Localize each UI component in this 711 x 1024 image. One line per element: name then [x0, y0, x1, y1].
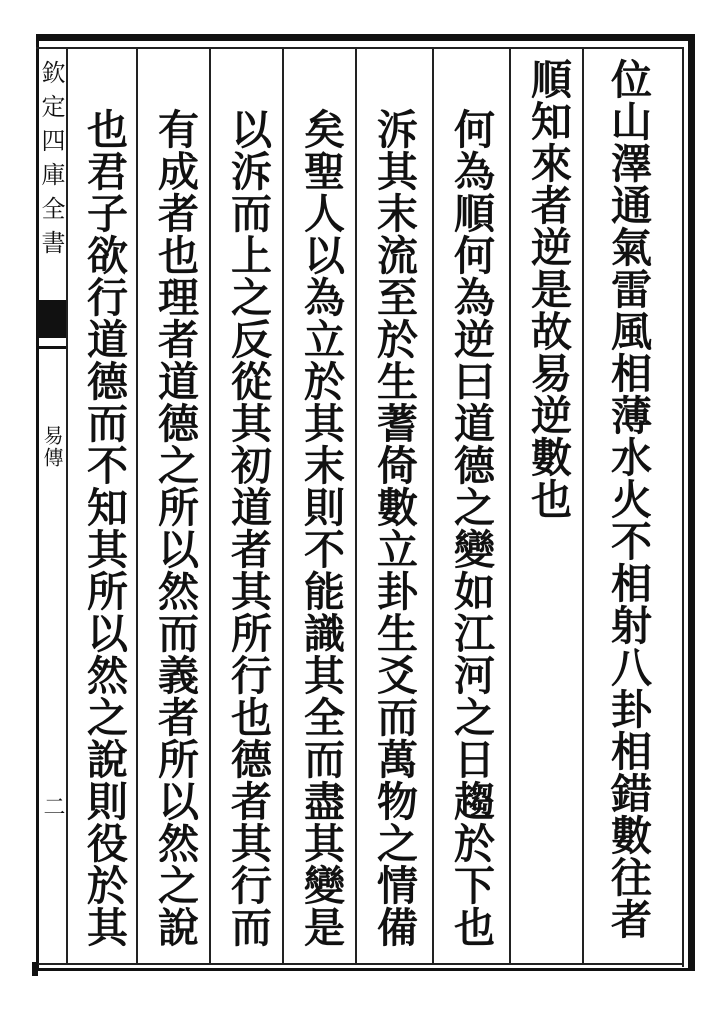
- column-rule: [66, 49, 68, 965]
- margin-page-number: 二: [40, 795, 65, 817]
- fish-tail-marker: [36, 300, 66, 338]
- column-rule: [355, 49, 357, 965]
- text-column-1: 位山澤通氣雷風相薄水火不相射八卦相錯數往者: [604, 58, 652, 940]
- text-column-6: 以泝而上之反從其初道者其所行也德者其行而: [224, 108, 272, 948]
- frame-border-top: [36, 34, 695, 41]
- inner-border-right: [682, 47, 684, 967]
- bottom-corner-mark: [32, 962, 38, 976]
- column-rule: [209, 49, 211, 965]
- fish-tail-line: [36, 346, 66, 349]
- column-rule: [582, 49, 584, 965]
- inner-border-bottom: [36, 963, 684, 965]
- text-column-3: 何為順何為逆曰道德之變如江河之日趨於下也: [447, 108, 495, 948]
- text-column-5: 矣聖人以為立於其末則不能識其全而盡其變是: [297, 108, 345, 948]
- text-column-2: 順知來者逆是故易逆數也: [524, 58, 572, 520]
- margin-chapter-title: 易傳: [40, 425, 64, 469]
- column-rule: [509, 49, 511, 965]
- column-rule: [136, 49, 138, 965]
- text-column-4: 泝其末流至於生蓍倚數立卦生爻而萬物之情備: [370, 108, 418, 948]
- text-column-7: 有成者也理者道德之所以然而義者所以然之說: [151, 108, 199, 948]
- inner-border-top: [36, 47, 684, 49]
- column-rule: [432, 49, 434, 965]
- text-column-8: 也君子欲行道德而不知其所以然之說則役於其: [80, 108, 128, 948]
- frame-border-right: [688, 34, 695, 971]
- column-rule: [282, 49, 284, 965]
- margin-book-title: 欽定四庫全書: [37, 60, 65, 264]
